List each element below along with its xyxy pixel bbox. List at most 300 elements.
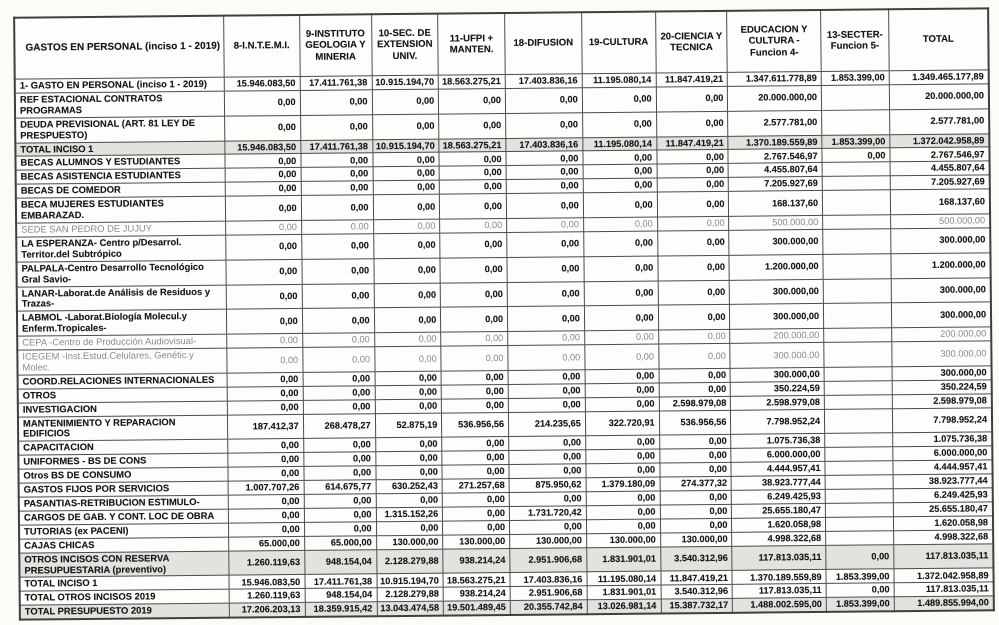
value-cell: 300.000,00 <box>891 228 991 254</box>
value-cell: 4.444.957,41 <box>893 460 993 475</box>
value-cell: 0,00 <box>657 230 729 256</box>
value-cell: 350.224,59 <box>731 381 825 396</box>
value-cell <box>824 328 892 343</box>
value-cell: 0,00 <box>507 232 584 258</box>
value-cell: 1.315.152,26 <box>376 507 443 522</box>
value-cell: 0,00 <box>509 436 586 451</box>
row-label: SEDE SAN PEDRO DE JUJUY <box>16 221 226 237</box>
value-cell: 7.798.952,24 <box>731 409 825 435</box>
value-cell: 2.598.979,08 <box>659 396 731 411</box>
value-cell <box>825 489 893 504</box>
value-cell: 52.875,19 <box>375 413 442 438</box>
value-cell: 10.915.194,70 <box>377 574 444 589</box>
value-cell: 300.000,00 <box>730 279 824 305</box>
value-cell: 17.403.836,16 <box>505 74 582 89</box>
value-cell: 350.224,59 <box>892 380 992 395</box>
value-cell: 200.000,00 <box>892 327 992 342</box>
value-cell: 0,00 <box>226 259 302 285</box>
value-cell: 0,00 <box>375 465 442 480</box>
row-label: TOTAL INCISO 1 <box>20 576 230 592</box>
row-label: ICEGEM -Inst.Estud.Celulares, Genétic.y Molec. <box>17 348 227 375</box>
value-cell: 0,00 <box>375 385 442 400</box>
value-cell: 0,00 <box>656 86 728 112</box>
value-cell: 0,00 <box>583 164 657 179</box>
value-cell: 0,00 <box>375 399 442 414</box>
value-cell: 0,00 <box>658 329 730 344</box>
value-cell: 300.000,00 <box>730 342 824 368</box>
value-cell: 0,00 <box>657 178 729 193</box>
value-cell: 0,00 <box>660 490 732 505</box>
value-cell: 0,00 <box>303 372 375 387</box>
value-cell: 0,00 <box>301 220 373 235</box>
row-label: OTROS <box>18 387 228 403</box>
value-cell: 0,00 <box>225 220 301 235</box>
value-cell: 0,00 <box>441 384 508 399</box>
value-cell: 7.205.927,69 <box>890 175 990 190</box>
row-label: GASTOS FIJOS POR SERVICIOS <box>19 481 229 497</box>
value-cell: 0,00 <box>303 452 375 467</box>
value-cell: 18.563.275,21 <box>439 138 506 153</box>
value-cell: 0,00 <box>506 179 583 194</box>
value-cell: 214.235,65 <box>508 411 585 437</box>
value-cell: 0,00 <box>586 505 660 520</box>
value-cell: 1.349.465.177,89 <box>889 70 989 85</box>
value-cell: 1.370.189.559,89 <box>732 570 826 585</box>
value-cell: 0,00 <box>442 451 509 466</box>
value-cell: 0,00 <box>586 519 660 534</box>
value-cell: 17.411.761,38 <box>305 574 377 589</box>
table-body <box>15 70 994 620</box>
value-cell: 1.370.189.559,89 <box>728 135 822 150</box>
value-cell: 0,00 <box>657 191 729 217</box>
value-cell: 630.252,43 <box>376 479 443 494</box>
value-cell: 0,00 <box>227 347 303 373</box>
value-cell: 11.847.419,21 <box>661 571 733 586</box>
value-cell: 0,00 <box>374 283 441 308</box>
row-label: BECAS ASISTENCIA ESTUDIANTES <box>16 169 226 185</box>
value-cell: 0,00 <box>508 345 585 371</box>
value-cell: 0,00 <box>373 258 440 283</box>
value-cell: 168.137,60 <box>890 189 990 215</box>
value-cell: 0,00 <box>657 216 729 231</box>
value-cell: 0,00 <box>301 195 373 221</box>
corner-header-label: GASTOS EN PERSONAL (inciso 1 - 2019) <box>14 16 224 80</box>
value-cell: 1.200.000,00 <box>891 253 991 279</box>
value-cell: 0,00 <box>505 88 582 114</box>
value-cell: 0,00 <box>373 166 440 181</box>
value-cell: 2.951.906,68 <box>510 547 587 573</box>
value-cell: 0,00 <box>228 467 304 482</box>
value-cell: 1.260.119,63 <box>229 589 305 604</box>
value-cell: 38.923.777,44 <box>732 476 826 491</box>
value-cell <box>823 215 891 230</box>
value-cell: 0,00 <box>302 347 374 373</box>
value-cell: 0,00 <box>374 346 441 371</box>
value-cell: 0,00 <box>442 437 509 452</box>
value-cell: 11.847.419,21 <box>656 136 728 151</box>
value-cell: 0,00 <box>301 167 373 182</box>
value-cell: 0,00 <box>441 345 508 370</box>
value-cell: 0,00 <box>228 494 304 509</box>
value-cell: 1.007.707,26 <box>228 481 304 496</box>
value-cell: 13.026.981,14 <box>587 599 661 614</box>
value-cell: 0,00 <box>302 258 374 284</box>
value-cell: 17.403.836,16 <box>510 572 587 587</box>
value-cell: 0,00 <box>440 232 507 257</box>
value-cell <box>826 530 894 545</box>
value-cell: 0,00 <box>439 152 506 167</box>
value-cell: 0,00 <box>506 193 583 219</box>
row-label: 1- GASTO EN PERSONAL (inciso 1 - 2019) <box>15 77 225 93</box>
value-cell: 536.956,56 <box>659 410 731 436</box>
value-cell: 0,00 <box>375 371 442 386</box>
column-header: EDUCACION Y CULTURA - Funcion 4- <box>727 10 821 72</box>
value-cell: 0,00 <box>585 383 659 398</box>
value-cell: 13.043.474,58 <box>377 601 444 616</box>
row-label: CAPACITACION <box>18 440 228 456</box>
value-cell: 130.000,00 <box>376 535 443 550</box>
value-cell: 875.950,62 <box>509 478 586 493</box>
value-cell: 2.598.979,08 <box>731 395 825 410</box>
value-cell: 0,00 <box>226 234 302 260</box>
value-cell: 0,00 <box>585 344 659 370</box>
value-cell: 0,00 <box>372 114 439 139</box>
value-cell: 2.767.546,97 <box>728 149 822 164</box>
value-cell: 300.000,00 <box>892 341 992 367</box>
value-cell: 0,00 <box>226 284 302 310</box>
value-cell: 18.563.275,21 <box>443 573 510 588</box>
value-cell: 1.489.855.994,00 <box>894 596 994 611</box>
value-cell: 2.598.979,08 <box>892 393 992 408</box>
value-cell: 20.355.742,84 <box>510 600 587 615</box>
value-cell: 0,00 <box>659 449 731 464</box>
value-cell: 11.847.419,21 <box>656 72 728 87</box>
value-cell: 17.411.761,38 <box>300 139 372 154</box>
scanned-budget-sheet <box>13 7 995 620</box>
row-label: CEPA -Centro de Producción Audiovisual- <box>17 334 227 350</box>
value-cell: 0,00 <box>227 400 303 415</box>
value-cell: 0,00 <box>304 466 376 481</box>
value-cell: 1.372.042.958,89 <box>894 568 994 583</box>
value-cell: 20.000.000,00 <box>889 84 989 110</box>
value-cell: 1.831.901,01 <box>587 547 661 573</box>
value-cell: 948.154,04 <box>304 549 376 575</box>
column-header: TOTAL <box>889 8 989 70</box>
value-cell: 0,00 <box>225 168 301 183</box>
row-label: COORD.RELACIONES INTERNACIONALES <box>18 373 228 389</box>
value-cell: 0,00 <box>225 196 301 222</box>
value-cell: 0,00 <box>440 194 507 219</box>
value-cell: 0,00 <box>509 464 586 479</box>
value-cell: 1.853.399,00 <box>826 569 894 584</box>
value-cell: 0,00 <box>439 113 506 138</box>
value-cell: 0,00 <box>658 343 730 369</box>
value-cell: 1.200.000,00 <box>729 254 823 280</box>
value-cell: 0,00 <box>826 544 894 569</box>
value-cell: 2.128.279,88 <box>376 549 443 574</box>
value-cell: 0,00 <box>227 334 303 349</box>
value-cell: 0,00 <box>509 450 586 465</box>
row-label: TOTAL INCISO 1 <box>15 141 225 157</box>
row-label: REF ESTACIONAL CONTRATOS PROGRAMAS <box>15 91 225 118</box>
value-cell: 0,00 <box>583 217 657 232</box>
value-cell: 0,00 <box>442 492 509 507</box>
value-cell: 0,00 <box>508 370 585 385</box>
value-cell <box>824 367 892 382</box>
value-cell: 0,00 <box>228 522 304 537</box>
value-cell: 0,00 <box>826 583 894 598</box>
value-cell: 0,00 <box>373 194 440 219</box>
value-cell: 17.206.203,13 <box>229 603 305 618</box>
value-cell: 11.195.080,14 <box>583 137 657 152</box>
value-cell: 168.137,60 <box>729 191 823 217</box>
value-cell: 0,00 <box>585 369 659 384</box>
value-cell: 0,00 <box>585 397 659 412</box>
value-cell: 0,00 <box>582 87 656 113</box>
row-label: CARGOS DE GAB. Y CONT. LOC DE OBRA <box>19 509 229 525</box>
row-label: BECAS DE COMEDOR <box>16 182 226 198</box>
row-label: CAJAS CHICAS <box>19 537 229 553</box>
value-cell: 0,00 <box>584 256 658 282</box>
value-cell <box>824 342 892 367</box>
row-label: PALPALA-Centro Desarrollo Tecnológico Gral Savio- <box>16 260 226 287</box>
column-header: 13-SECTER- Funcion 5- <box>821 9 889 71</box>
value-cell: 3.540.312,96 <box>660 546 732 572</box>
value-cell: 4.444.957,41 <box>731 462 825 477</box>
row-label: OTROS INCISOS CON RESERVA PRESUPUESTARIA (preventivo) <box>19 551 229 578</box>
value-cell: 0,00 <box>657 150 729 165</box>
row-label: INVESTIGACION <box>18 401 228 417</box>
header-row <box>14 8 989 79</box>
value-cell: 300.000,00 <box>730 304 824 330</box>
value-cell: 0,00 <box>228 508 304 523</box>
value-cell: 130.000,00 <box>510 533 587 548</box>
value-cell: 0,00 <box>659 435 731 450</box>
value-cell: 11.195.080,14 <box>587 571 661 586</box>
row-label: Otros BS DE CONSUMO <box>18 467 228 483</box>
row-label: LA ESPERANZA- Centro p/Desarrol. Territor.del Subtrópico <box>16 235 226 262</box>
value-cell: 0,00 <box>506 165 583 180</box>
value-cell: 130.000,00 <box>443 534 510 549</box>
value-cell: 0,00 <box>658 305 730 331</box>
value-cell: 187.412,37 <box>227 414 303 440</box>
value-cell: 0,00 <box>659 368 731 383</box>
value-cell: 938.214,24 <box>443 548 510 573</box>
value-cell: 17.411.761,38 <box>300 76 372 91</box>
value-cell: 322.720,91 <box>585 411 659 437</box>
value-cell: 500.000,00 <box>890 214 990 229</box>
value-cell: 0,00 <box>584 281 658 307</box>
value-cell: 0,00 <box>440 257 507 282</box>
value-cell: 0,00 <box>659 382 731 397</box>
value-cell: 117.813.035,11 <box>894 582 994 597</box>
value-cell: 0,00 <box>300 114 372 140</box>
value-cell: 300.000,00 <box>892 366 992 381</box>
value-cell: 6.249.425,93 <box>732 489 826 504</box>
value-cell: 0,00 <box>507 281 584 307</box>
column-header: 10-SEC. DE EXTENSION UNIV. <box>371 14 438 76</box>
value-cell: 0,00 <box>301 234 373 260</box>
value-cell: 1.075.736,38 <box>731 434 825 449</box>
value-cell: 25.655.180,47 <box>893 502 993 517</box>
row-label: DEUDA PREVISIONAL (ART. 81 LEY DE PRESPUESTO) <box>15 116 225 143</box>
value-cell: 11.195.080,14 <box>582 73 656 88</box>
value-cell: 0,00 <box>376 493 443 508</box>
value-cell: 10.915.194,70 <box>372 75 439 90</box>
value-cell <box>822 176 890 191</box>
value-cell: 20.000.000,00 <box>728 85 822 111</box>
value-cell <box>826 517 894 532</box>
value-cell: 0,00 <box>301 181 373 196</box>
value-cell <box>825 408 893 433</box>
value-cell: 2.577.781,00 <box>889 109 989 135</box>
value-cell: 0,00 <box>303 438 375 453</box>
value-cell: 1.853.399,00 <box>821 71 889 86</box>
row-label: MANTENIMIENTO Y REPARACION EDIFICIOS <box>18 415 228 442</box>
value-cell: 2.767.546,97 <box>890 147 990 162</box>
value-cell: 0,00 <box>441 370 508 385</box>
value-cell: 0,00 <box>583 192 657 218</box>
value-cell: 0,00 <box>302 283 374 309</box>
value-cell: 614.675,77 <box>304 480 376 495</box>
value-cell: 4.455.807,64 <box>729 163 823 178</box>
value-cell: 271.257,68 <box>442 479 509 494</box>
value-cell: 7.798.952,24 <box>892 407 992 433</box>
row-label: LABMOL -Laborat.Biología Molecul.y Enferm.Tropicales- <box>17 309 227 336</box>
value-cell: 25.655.180,47 <box>732 503 826 518</box>
value-cell: 0,00 <box>443 520 510 535</box>
value-cell <box>821 85 889 110</box>
value-cell: 0,00 <box>442 398 509 413</box>
value-cell: 0,00 <box>656 111 728 137</box>
column-header: 8-I.N.T.E.M.I. <box>224 15 300 77</box>
value-cell: 536.956,56 <box>442 412 509 437</box>
value-cell: 6.000.000,00 <box>731 448 825 463</box>
value-cell: 1.372.042.958,89 <box>890 133 990 148</box>
value-cell: 4.455.807,64 <box>890 161 990 176</box>
value-cell: 15.946.083,50 <box>225 140 301 155</box>
value-cell: 0,00 <box>302 308 374 334</box>
value-cell: 1.620.058,98 <box>732 517 826 532</box>
value-cell: 0,00 <box>658 280 730 306</box>
value-cell: 0,00 <box>586 491 660 506</box>
value-cell: 1.831.901,01 <box>587 585 661 600</box>
value-cell: 0,00 <box>300 90 372 116</box>
column-header: 11-UFPI + MANTEN. <box>438 13 505 75</box>
value-cell: 0,00 <box>303 399 375 414</box>
value-cell: 274.377,32 <box>660 476 732 491</box>
value-cell: 0,00 <box>301 153 373 168</box>
value-cell <box>824 303 892 328</box>
value-cell: 0,00 <box>373 233 440 258</box>
value-cell: 17.403.836,16 <box>506 137 583 152</box>
value-cell: 0,00 <box>439 88 506 113</box>
row-label: TOTAL OTROS INCISOS 2019 <box>20 589 230 605</box>
value-cell: 0,00 <box>225 154 301 169</box>
value-cell: 0,00 <box>583 150 657 165</box>
value-cell: 0,00 <box>510 520 587 535</box>
value-cell <box>822 110 890 135</box>
value-cell: 65.000,00 <box>229 536 305 551</box>
value-cell: 300.000,00 <box>729 229 823 255</box>
value-cell: 0,00 <box>586 449 660 464</box>
value-cell: 4.998.322,68 <box>894 530 994 545</box>
value-cell: 0,00 <box>372 89 439 114</box>
row-label: UNIFORMES - BS DE CONS <box>18 453 228 469</box>
value-cell: 0,00 <box>372 153 439 168</box>
value-cell: 15.387.732,17 <box>661 599 733 614</box>
value-cell: 4.998.322,68 <box>732 531 826 546</box>
value-cell: 19.501.489,45 <box>444 601 511 616</box>
value-cell: 130.000,00 <box>660 532 732 547</box>
value-cell: 0,00 <box>442 465 509 480</box>
value-cell <box>822 190 890 215</box>
value-cell: 0,00 <box>302 333 374 348</box>
value-cell: 0,00 <box>506 112 583 138</box>
value-cell: 0,00 <box>303 385 375 400</box>
value-cell: 0,00 <box>508 397 585 412</box>
value-cell: 0,00 <box>375 451 442 466</box>
value-cell: 0,00 <box>228 439 304 454</box>
value-cell: 0,00 <box>586 463 660 478</box>
value-cell: 10.915.194,70 <box>372 139 439 154</box>
value-cell <box>825 447 893 462</box>
value-cell: 0,00 <box>225 182 301 197</box>
value-cell: 0,00 <box>657 164 729 179</box>
value-cell: 268.478,27 <box>303 413 375 439</box>
value-cell: 0,00 <box>304 508 376 523</box>
value-cell: 0,00 <box>583 178 657 193</box>
value-cell <box>825 433 893 448</box>
value-cell: 0,00 <box>660 504 732 519</box>
value-cell: 0,00 <box>507 306 584 332</box>
column-header: 20-CIENCIA Y TECNICA <box>655 11 727 73</box>
value-cell: 0,00 <box>584 330 658 345</box>
value-cell: 117.813.035,11 <box>732 545 826 571</box>
value-cell: 0,00 <box>585 435 659 450</box>
column-header: 9-INSTITUTO GEOLOGIA Y MINERIA <box>299 14 371 76</box>
value-cell: 1.379.180,09 <box>586 477 660 492</box>
row-label: BECAS ALUMNOS Y ESTUDIANTES <box>15 155 225 171</box>
value-cell: 1.731.720,42 <box>509 506 586 521</box>
value-cell: 0,00 <box>226 309 302 335</box>
value-cell: 0,00 <box>374 307 441 332</box>
value-cell: 0,00 <box>375 437 442 452</box>
value-cell: 0,00 <box>439 166 506 181</box>
value-cell: 38.923.777,44 <box>893 474 993 489</box>
value-cell: 3.540.312,96 <box>661 585 733 600</box>
value-cell: 6.000.000,00 <box>893 446 993 461</box>
value-cell <box>823 278 891 303</box>
row-label: TUTORIAS (ex PACENI) <box>19 523 229 539</box>
value-cell: 0,00 <box>822 148 890 163</box>
value-cell: 65.000,00 <box>304 535 376 550</box>
row-label: LANAR-Laborat.de Análisis de Residuos y Trazas- <box>17 285 227 312</box>
value-cell: 0,00 <box>508 383 585 398</box>
value-cell: 0,00 <box>660 463 732 478</box>
value-cell: 0,00 <box>304 494 376 509</box>
value-cell <box>822 162 890 177</box>
value-cell: 0,00 <box>440 282 507 307</box>
value-cell: 300.000,00 <box>730 367 824 382</box>
value-cell: 0,00 <box>376 521 443 536</box>
value-cell: 1.347.611.778,89 <box>728 71 822 86</box>
value-cell: 0,00 <box>441 307 508 332</box>
value-cell: 15.946.083,50 <box>224 76 300 91</box>
value-cell: 117.813.035,11 <box>894 543 994 569</box>
value-cell: 7.205.927,69 <box>729 177 823 192</box>
value-cell: 0,00 <box>507 218 584 233</box>
